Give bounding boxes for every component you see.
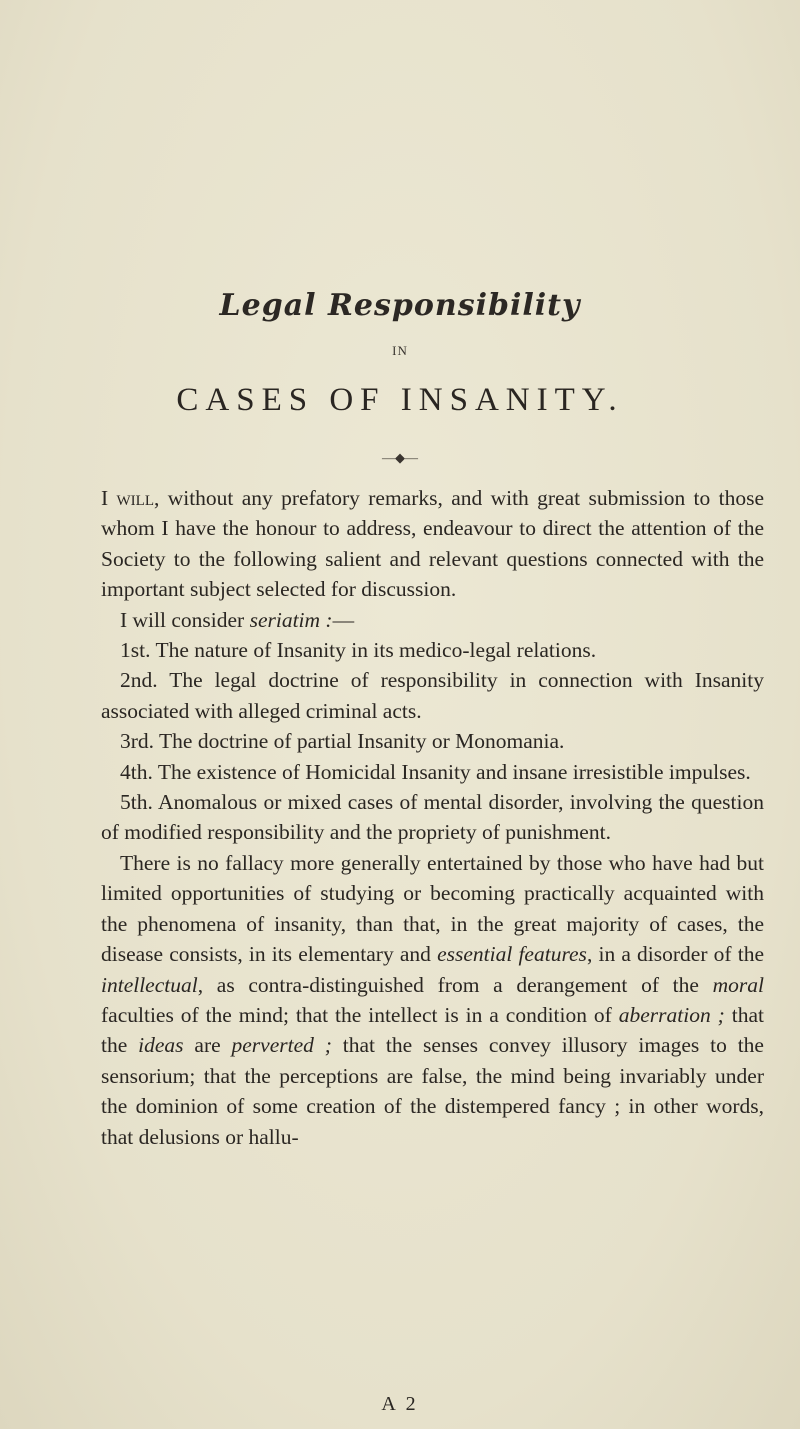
consider-italic: seriatim : bbox=[249, 607, 333, 632]
fallacy-italic-1: essential features bbox=[437, 942, 587, 967]
fallacy-italic-6: perverted ; bbox=[231, 1033, 332, 1058]
fallacy-text-f: are bbox=[183, 1033, 232, 1058]
fallacy-text-g: that the senses convey illusory images to the sensorium; that the perceptions are false, the mind being invariably under the dominion of some creation of the distempered fancy ; in other words, that delusions or hallu- bbox=[101, 1033, 764, 1149]
body-text bbox=[101, 483, 764, 1152]
list-item-4: 4th. The existence of Homicidal Insanity and insane irresistible impulses. bbox=[120, 759, 751, 784]
list-item-3: 3rd. The doctrine of partial Insanity or Monomania. bbox=[120, 729, 565, 754]
paragraph-intro bbox=[101, 483, 764, 605]
paragraph-intro-text: , without any prefatory remarks, and with great submission to those whom I have the honour to address, endeavour to direct the attention of the Society to the following salient and relevant questions connected with the important subject selected for discussion. bbox=[101, 486, 764, 602]
page-title: CASES OF INSANITY. bbox=[176, 382, 624, 418]
paragraph-fallacy bbox=[101, 848, 764, 1152]
ornament-divider: —◆— bbox=[382, 450, 418, 465]
fallacy-italic-2: intellectual bbox=[101, 972, 198, 997]
fallacy-italic-4: aberration ; bbox=[618, 1002, 725, 1027]
fallacy-italic-3: moral bbox=[712, 972, 764, 997]
list-item-2: 2nd. The legal doctrine of responsibility in connection with Insanity associated with alleged criminal acts. bbox=[101, 668, 764, 723]
fallacy-text-b: , in a disorder of the bbox=[586, 942, 764, 967]
fallacy-text-c: , as contra-distinguished from a derangement of the bbox=[197, 972, 713, 997]
consider-dash: — bbox=[332, 607, 355, 632]
signature-mark: A 2 bbox=[381, 1393, 419, 1415]
paragraph-consider bbox=[101, 605, 764, 635]
drop-word: I will bbox=[101, 486, 154, 510]
fallacy-text-d: faculties of the mind; that the intellect is in a condition of bbox=[101, 1002, 619, 1027]
list-item-1: 1st. The nature of Insanity in its medico-legal relations. bbox=[120, 638, 597, 663]
heading-connector: IN bbox=[392, 343, 408, 358]
fallacy-text-e: that the bbox=[101, 1002, 764, 1058]
page-heading-blackletter: Legal Responsibility bbox=[219, 288, 581, 323]
fallacy-text-a: There is no fallacy more generally entertained by those who have had but limited opportunities of studying or becoming practically acquainted with the phenomena of insanity, than that, in the great majority of cases, the disease consists, in its elementary and bbox=[101, 850, 764, 967]
fallacy-italic-5: ideas bbox=[138, 1033, 184, 1058]
list-item-5: 5th. Anomalous or mixed cases of mental disorder, involving the question of modified responsibility and the propriety of punishment. bbox=[101, 790, 764, 845]
consider-lead: I will consider bbox=[120, 607, 250, 632]
